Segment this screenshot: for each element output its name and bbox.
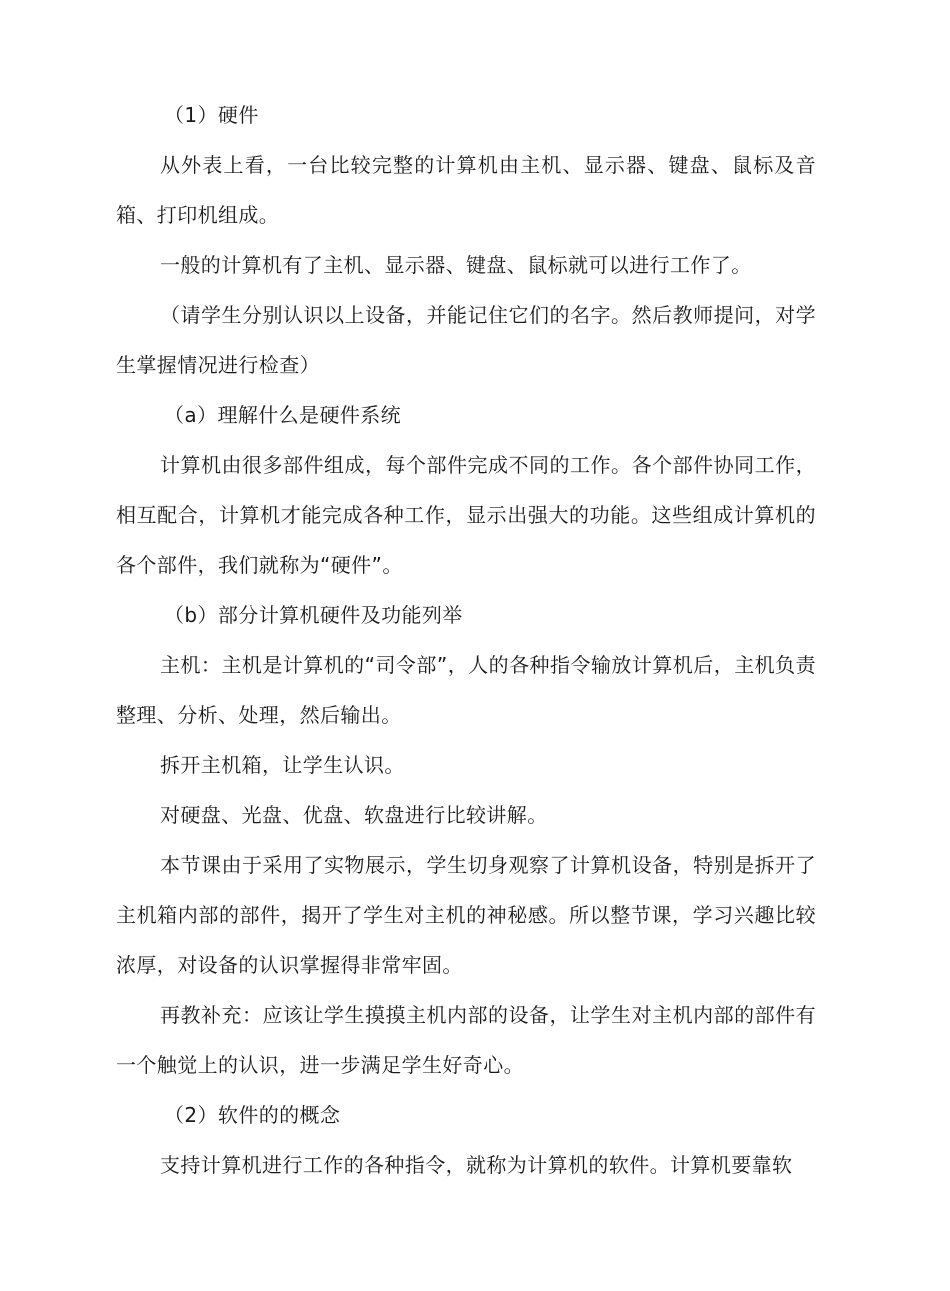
paragraph-disk-comparison: 对硬盘、光盘、优盘、软盘进行比较讲解。 <box>160 803 548 827</box>
paragraph-software-definition: 支持计算机进行工作的各种指令，就称为计算机的软件。计算机要靠软 <box>160 1153 793 1177</box>
paragraph-open-case: 拆开主机箱，让学生认识。 <box>160 753 405 777</box>
heading-software-concept: （2）软件的的概念 <box>164 1103 341 1127</box>
heading-hardware: （1）硬件 <box>164 103 259 127</box>
paragraph-student-activity: （请学生分别认识以上设备，并能记住它们的名字。然后教师提问，对学生掌握情况进行检查） <box>116 303 816 377</box>
paragraph-teaching-supplement: 再教补充：应该让学生摸摸主机内部的设备，让学生对主机内部的部件有一个触觉上的认识，进一步满足学生好奇心。 <box>116 1003 816 1077</box>
paragraph-computer-appearance: 从外表上看，一台比较完整的计算机由主机、显示器、键盘、鼠标及音箱、打印机组成。 <box>116 153 816 227</box>
paragraph-hardware-definition: 计算机由很多部件组成，每个部件完成不同的工作。各个部件协同工作，相互配合，计算机才能完成各种工作，显示出强大的功能。这些组成计算机的各个部件，我们就称为“硬件”。 <box>116 453 816 577</box>
paragraph-host-description: 主机：主机是计算机的“司令部”，人的各种指令输放计算机后，主机负责整理、分析、处理，然后输出。 <box>116 653 816 727</box>
paragraph-basic-computer: 一般的计算机有了主机、显示器、键盘、鼠标就可以进行工作了。 <box>160 253 752 277</box>
paragraph-lesson-reflection: 本节课由于采用了实物展示，学生切身观察了计算机设备，特别是拆开了主机箱内部的部件，揭开了学生对主机的神秘感。所以整节课，学习兴趣比较浓厚，对设备的认识掌握得非常牢固。 <box>116 853 816 977</box>
heading-hardware-list: （b）部分计算机硬件及功能列举 <box>164 603 463 627</box>
heading-hardware-system: （a）理解什么是硬件系统 <box>164 403 402 427</box>
